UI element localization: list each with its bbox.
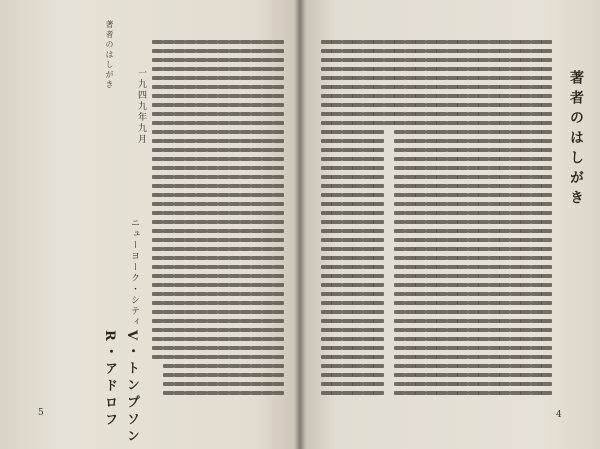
text-line: [229, 40, 240, 400]
text-line: [321, 40, 332, 400]
text-line: [520, 40, 531, 400]
text-line: [489, 40, 500, 400]
preface-date: 一九四九年九月: [136, 68, 146, 145]
text-line: [207, 40, 218, 400]
text-line: [457, 40, 468, 400]
text-line: [196, 40, 207, 400]
text-line: [262, 40, 273, 400]
text-line: [152, 40, 163, 364]
preface-place: ニューヨーク・シティ: [129, 218, 139, 328]
text-line: [478, 40, 489, 400]
text-line: [541, 40, 552, 400]
left-running-head: 著者のはしがき: [105, 20, 114, 90]
text-line: [405, 40, 416, 400]
text-line: [163, 40, 174, 400]
text-line: [342, 40, 353, 400]
text-line: [352, 40, 363, 400]
text-line: [436, 40, 447, 400]
text-line: [218, 40, 229, 400]
right-page-number: 4: [556, 410, 562, 420]
text-line: [384, 40, 395, 130]
text-line: [174, 40, 185, 400]
left-page-number: 5: [38, 408, 44, 418]
text-line: [447, 40, 458, 400]
text-line: [363, 40, 374, 400]
text-line: [531, 40, 542, 400]
text-line: [251, 40, 262, 400]
text-line: [499, 40, 510, 400]
text-line: [394, 40, 405, 400]
text-line: [240, 40, 251, 400]
text-line: [331, 40, 342, 400]
text-line: [510, 40, 521, 400]
author-name-1: V・トンプソン: [124, 330, 139, 447]
text-line: [468, 40, 479, 400]
right-page-title: 著者のはしがき: [568, 70, 584, 210]
text-line: [415, 40, 426, 400]
text-line: [373, 40, 384, 400]
author-name-2: R・アドロフ: [102, 330, 117, 430]
book-gutter: [294, 0, 306, 449]
text-line: [273, 40, 284, 400]
text-line: [185, 40, 196, 400]
text-line: [426, 40, 437, 400]
